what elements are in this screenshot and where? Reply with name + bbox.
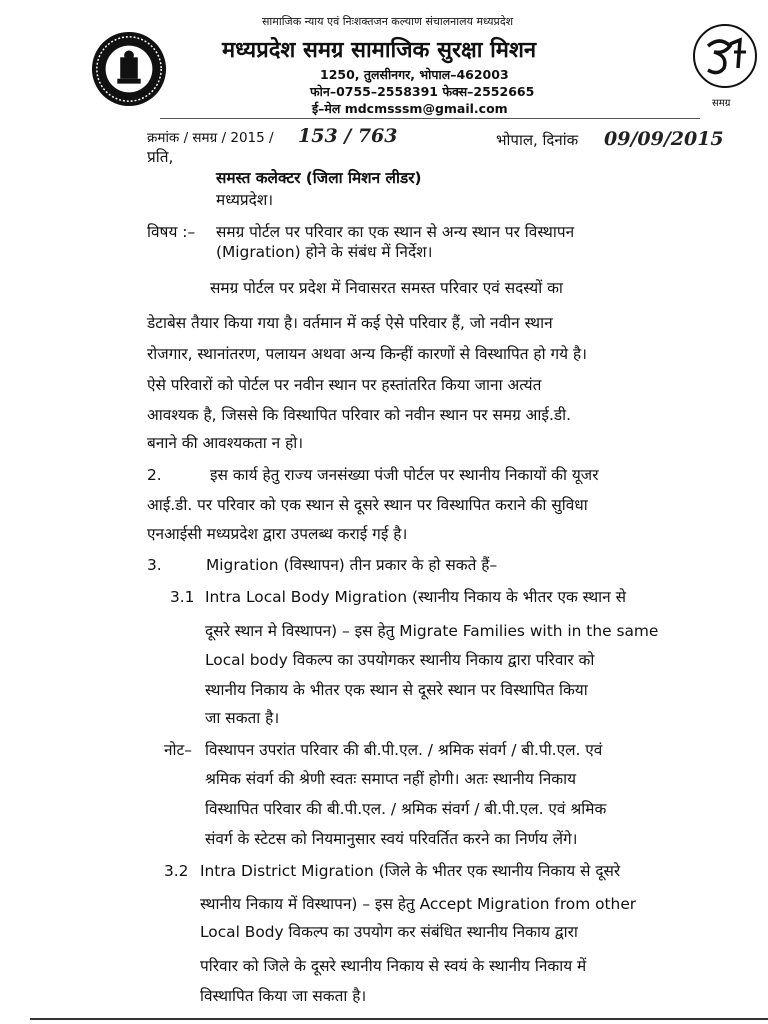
body-line: डेटाबेस तैयार किया गया है। वर्तमान में कई ऐसे परिवार हैं, जो नवीन स्थान [147, 314, 553, 332]
body-line: Migration (विस्थापन) तीन प्रकार के हो सकते हैं– [206, 556, 498, 574]
body-line: दूसरे स्थान मे विस्थापन) – इस हेतु Migrate Families with in the same [205, 622, 659, 640]
body-line: विस्थापित किया जा सकता है। [200, 987, 367, 1005]
body-line: स्थानीय निकाय में विस्थापन) – इस हेतु Accept Migration from other [200, 895, 637, 913]
body-line: Intra District Migration (जिले के भीतर एक स्थानीय निकाय से दूसरे [200, 862, 621, 880]
para-number: 3.1 [170, 588, 195, 606]
body-line: रोजगार, स्थानांतरण, पलायन अथवा अन्य किन्हीं कारणों से विस्थापित हो गये है। [147, 345, 587, 363]
header-divider [160, 118, 700, 119]
body-line: स्थानीय निकाय के भीतर एक स्थान से दूसरे स्थान पर विस्थापित किया [205, 681, 588, 699]
subject-line2: (Migration) होने के संबंध में निर्देश। [216, 243, 433, 261]
body-line: विस्थापन उपरांत परिवार की बी.पी.एल. / श्रमिक संवर्ग / बी.पी.एल. एवं [205, 741, 603, 759]
para-number: 3. [147, 556, 162, 574]
body-line: समग्र पोर्टल पर प्रदेश में निवासरत समस्त परिवार एवं सदस्यों का [210, 279, 563, 297]
ref-number-prefix: क्रमांक / समग्र / 2015 / [147, 130, 274, 146]
samagra-logo [690, 22, 760, 92]
body-line: आई.डी. पर परिवार को एक स्थान से दूसरे स्थान पर विस्थापित कराने की सुविधा [147, 496, 588, 514]
para-number: 3.2 [164, 862, 189, 880]
place-date-label: भोपाल, दिनांक [496, 131, 579, 149]
address: 1250, तुलसीनगर, भोपाल–462003 [320, 67, 509, 82]
email: ई–मेल mdcmsssm@gmail.com [312, 101, 508, 116]
body-line: एनआईसी मध्यप्रदेश द्वारा उपलब्ध कराई गई है। [147, 525, 408, 543]
subject-label: विषय :– [147, 223, 196, 241]
page-bottom-rule [30, 1018, 768, 1020]
note-label: नोट– [164, 741, 192, 759]
addressee-line1: समस्त कलेक्टर (जिला मिशन लीडर) [216, 169, 422, 187]
organization-name: मध्यप्रदेश समग्र सामाजिक सुरक्षा मिशन [222, 38, 537, 63]
body-line: विस्थापित परिवार की बी.पी.एल. / श्रमिक संवर्ग / बी.पी.एल. एवं श्रमिक [205, 800, 607, 818]
body-line: Intra Local Body Migration (स्थानीय निकाय के भीतर एक स्थान से [205, 588, 627, 606]
body-line: परिवार को जिले के दूसरे स्थानीय निकाय से स्वयं के स्थानीय निकाय में [200, 957, 587, 975]
to-label: प्रति, [147, 148, 174, 166]
samagra-logo-icon [690, 22, 760, 92]
body-line: Local Body विकल्प का उपयोग कर संबंधित स्थानीय निकाय द्वारा [200, 923, 578, 941]
body-line: संवर्ग के स्टेटस को नियमानुसार स्वयं परिवर्तित करने का निर्णय लेंगे। [205, 830, 578, 848]
body-line: ऐसे परिवारों को पोर्टल पर नवीन स्थान पर हस्तांतरित किया जाना अत्यंत [147, 376, 542, 394]
body-line: बनाने की आवश्यकता न हो। [147, 434, 304, 452]
logo-caption: समग्र [712, 98, 731, 109]
body-line: श्रमिक संवर्ग की श्रेणी स्वतः समाप्त नहीं होगी। अतः स्थानीय निकाय [205, 770, 577, 788]
body-line: जा सकता है। [205, 709, 280, 727]
government-seal-icon [90, 30, 168, 108]
subject-line1: समग्र पोर्टल पर परिवार का एक स्थान से अन्य स्थान पर विस्थापन [216, 223, 575, 241]
phone-fax: फोन–0755–2558391 फेक्स–2552665 [310, 84, 535, 99]
body-line: इस कार्य हेतु राज्य जनसंख्या पंजी पोर्टल पर स्थानीय निकायों की यूजर [210, 466, 599, 484]
addressee-line2: मध्यप्रदेश। [216, 191, 274, 209]
body-line: आवश्यक है, जिससे कि विस्थापित परिवार को नवीन स्थान पर समग्र आई.डी. [147, 406, 571, 424]
para-number: 2. [147, 466, 162, 484]
body-line: Local body विकल्प का उपयोगकर स्थानीय निकाय द्वारा परिवार को [205, 651, 595, 669]
parent-department: सामाजिक न्याय एवं निःशक्तजन कल्याण संचालनालय मध्यप्रदेश [262, 15, 514, 28]
ref-number-handwritten: 153 / 763 [298, 125, 398, 147]
date-handwritten: 09/09/2015 [604, 128, 724, 150]
